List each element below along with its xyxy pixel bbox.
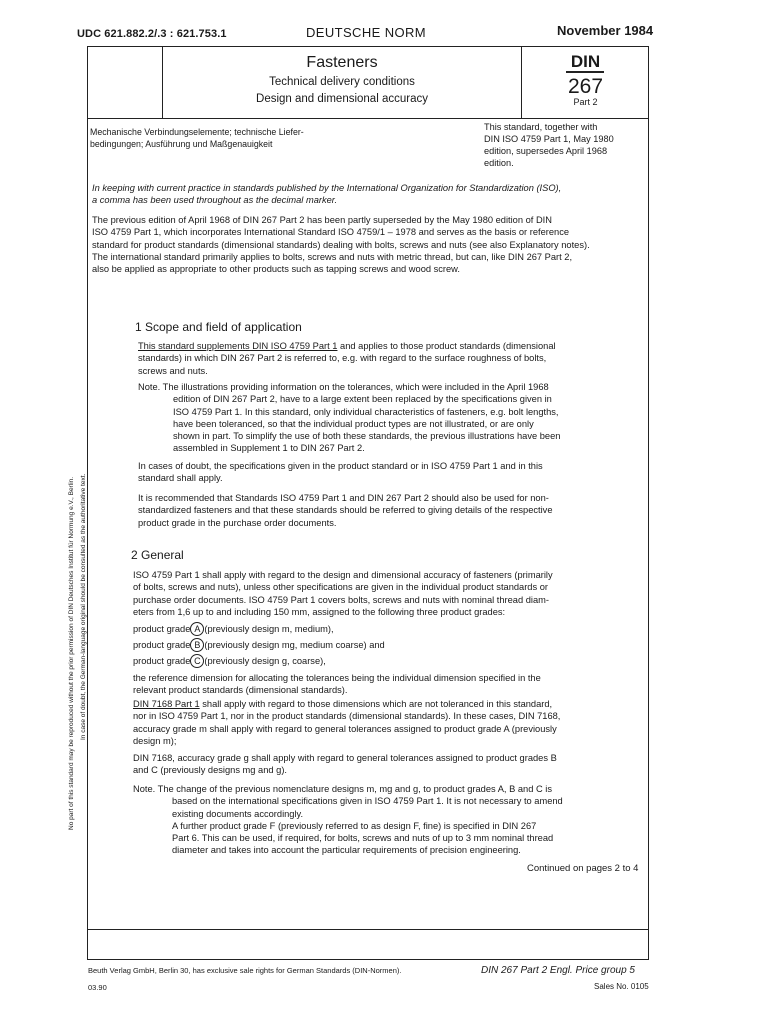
text-line: and C (previously designs mg and g). [133,765,287,776]
text: product grade [133,656,191,666]
text-line [138,340,638,352]
text-line: assembled in Supplement 1 to DIN 267 Part 2. [173,443,365,454]
text-line: It is recommended that Standards ISO 4759 Part 1 and DIN 267 Part 2 should also be used for non- [138,493,549,503]
publisher-note: Beuth Verlag GmbH, Berlin 30, has exclusive sale rights for German Standards (DIN-Normen). [88,966,402,975]
german-title [90,126,470,150]
supersedes-note [484,121,649,169]
text-line: relevant product standards (dimensional standards). [133,685,348,696]
divider [87,118,649,119]
text-line: purchase order documents. ISO 4759 Part 1 covers bolts, screws and nuts with nominal thread diam- [133,594,549,605]
text-line: A further product grade F (previously referred to as design F, fine) is specified in DIN 267 [172,820,537,831]
text-line: screws and nuts. [138,365,208,376]
section2-paragraph [133,569,643,618]
text-line: Part 6. This can be used, if required, for bolts, screws and nuts of up to 3 mm nominal thread [172,833,554,844]
text-line: standards) in which DIN 267 Part 2 is referred to, e.g. with regard to the surface roughness of bolts, [138,353,547,364]
list-item [133,637,643,653]
text-line: diameter and takes into account the particular requirements of precision engineering. [172,845,521,856]
text-line: The international standard primarily applies to bolts, screws and nuts with metric thread, but can, like DIN 267 Part 2, [92,251,573,262]
text-line: also be applied as appropriate to other products such as tapping screws and wood screw. [92,264,460,275]
text: product grade [133,640,191,650]
copyright-side-note: No part of this standard may be reproduced without the prior permission of DIN Deutsches Institut für Normung e.V., Berlin. [68,476,75,830]
text-line: This standard, together with [484,122,598,132]
text-line: standard for product standards (dimensional standards) dealing with bolts, screws and nuts (see also Explanatory notes). [92,239,590,250]
section2-paragraph [133,752,643,777]
intro-paragraph [92,214,648,275]
text: The illustrations providing information on the tolerances, which were included in the April 1968 [162,382,549,392]
document-title: Fasteners [306,54,378,71]
text-line: In cases of doubt, the specifications given in the product standard or in ISO 4759 Part 1 and in this [138,461,543,471]
text-line: nor in ISO 4759 Part 1, nor in the product standards (dimensional standards). In these cases, DIN 7168, [133,711,561,722]
section1-paragraph [138,460,638,485]
grade-circle: A [190,622,204,636]
text-line: Mechanische Verbindungselemente; technische Liefer- [90,127,304,137]
section-heading: 2 General [131,548,184,562]
text-line: ISO 4759 Part 1, which incorporates International Standard ISO 4759/1 – 1978 and serves as the basis or reference [92,227,570,238]
din-number: 267 [567,75,604,98]
continued-note: Continued on pages 2 to 4 [527,863,639,874]
din-reference: DIN 267 Part 2 Engl. Price group 5 [481,965,635,976]
section-heading: 1 Scope and field of application [135,320,302,334]
text-line: design m); [133,735,177,746]
text-line: existing documents accordingly. [172,808,304,819]
text: shall apply with regard to those dimensions which are not toleranced in this standard, [199,699,553,709]
text-line [138,381,638,393]
text-line: edition, supersedes April 1968 [484,146,608,156]
section1-paragraph [138,492,638,529]
document-subtitle: Technical delivery conditions [269,76,415,88]
reference-link: This standard supplements DIN ISO 4759 Part 1 [138,341,338,351]
document-subtitle: Design and dimensional accuracy [256,93,428,105]
section1-note [138,381,638,455]
text: The change of the previous nomenclature designs m, mg and g, to product grades A, B and C is [157,784,552,794]
section1-paragraph [138,340,638,377]
text: (previously design mg, medium coarse) and [204,640,385,650]
text-line: shown in part. To simplify the use of both these standards, the previous illustrations have been [173,431,561,442]
grade-circle: C [190,654,204,668]
print-code: 03.90 [88,983,107,992]
text-line: standard shall apply. [138,473,223,484]
deutsche-norm-label: DEUTSCHE NORM [306,25,427,40]
grade-circle: B [190,638,204,652]
text-line: eters from 1,6 up to and including 150 mm, assigned to the following three product grades: [133,606,506,617]
text-line: the reference dimension for allocating the tolerances being the individual dimension specified in the [133,673,541,683]
text-line: based on the international specifications given in ISO 4759 Part 1. It is not necessary to amend [172,796,563,807]
text-line: DIN 7168, accuracy grade g shall apply with regard to general tolerances assigned to product grades B [133,753,557,763]
text-line: The previous edition of April 1968 of DIN 267 Part 2 has been partly superseded by the May 1980 edition of DIN [92,215,552,225]
text-line [133,783,648,795]
text-line: of bolts, screws and nuts), unless other specifications are given in the individual product standards or [133,582,548,593]
text-line: ISO 4759 Part 1. In this standard, only individual characteristics of fasteners, e.g. bolt lengths, [173,406,559,417]
text-line: ISO 4759 Part 1 shall apply with regard to the design and dimensional accuracy of fasteners (primarily [133,570,553,580]
text: (previously design g, coarse), [204,656,326,666]
text-line: product grade in the purchase order documents. [138,517,337,528]
issue-date: November 1984 [557,23,654,38]
decimal-marker-note [92,182,646,206]
section2-note [133,783,648,857]
din-underline [566,71,604,73]
text-line: In keeping with current practice in standards published by the International Organization for Standardization (ISO), [92,183,562,193]
text-line: accuracy grade m shall apply with regard to general tolerances assigned to product grade A (previously [133,723,557,734]
list-item [133,621,643,637]
section2-paragraph [133,698,648,747]
text-line: DIN ISO 4759 Part 1, May 1980 [484,134,614,144]
text-line: standardized fasteners and that these standards should be referred to giving details of the respective [138,505,553,516]
note-label: Note. [133,784,156,794]
text-line: have been toleranced, so that the individual product types are not illustrated, or are only [173,418,534,429]
divider [87,929,649,930]
din-part: Part 2 [573,97,598,107]
note-label: Note. [138,382,161,392]
list-item [133,653,643,669]
text-line: edition of DIN 267 Part 2, have to a large extent been replaced by the specifications given in [173,394,552,405]
text-line: bedingungen; Ausführung und Maßgenauigkeit [90,139,273,149]
text: (previously design m, medium), [204,624,334,634]
reference-link: DIN 7168 Part 1 [133,699,200,709]
language-side-note: In case of doubt, the German-language original should be consulted as the authoritative text. [80,473,87,740]
product-grades-list [133,621,643,669]
section2-paragraph [133,672,643,697]
udc-number: UDC 621.882.2/.3 : 621.753.1 [77,28,227,40]
sales-number: Sales No. 0105 [594,982,649,991]
text-line: edition. [484,158,514,168]
text-line: a comma has been used throughout as the decimal marker. [92,195,338,205]
text-line [133,698,648,710]
din-label: DIN [570,52,601,71]
text: and applies to those product standards (dimensional [337,341,556,351]
text: product grade [133,624,191,634]
